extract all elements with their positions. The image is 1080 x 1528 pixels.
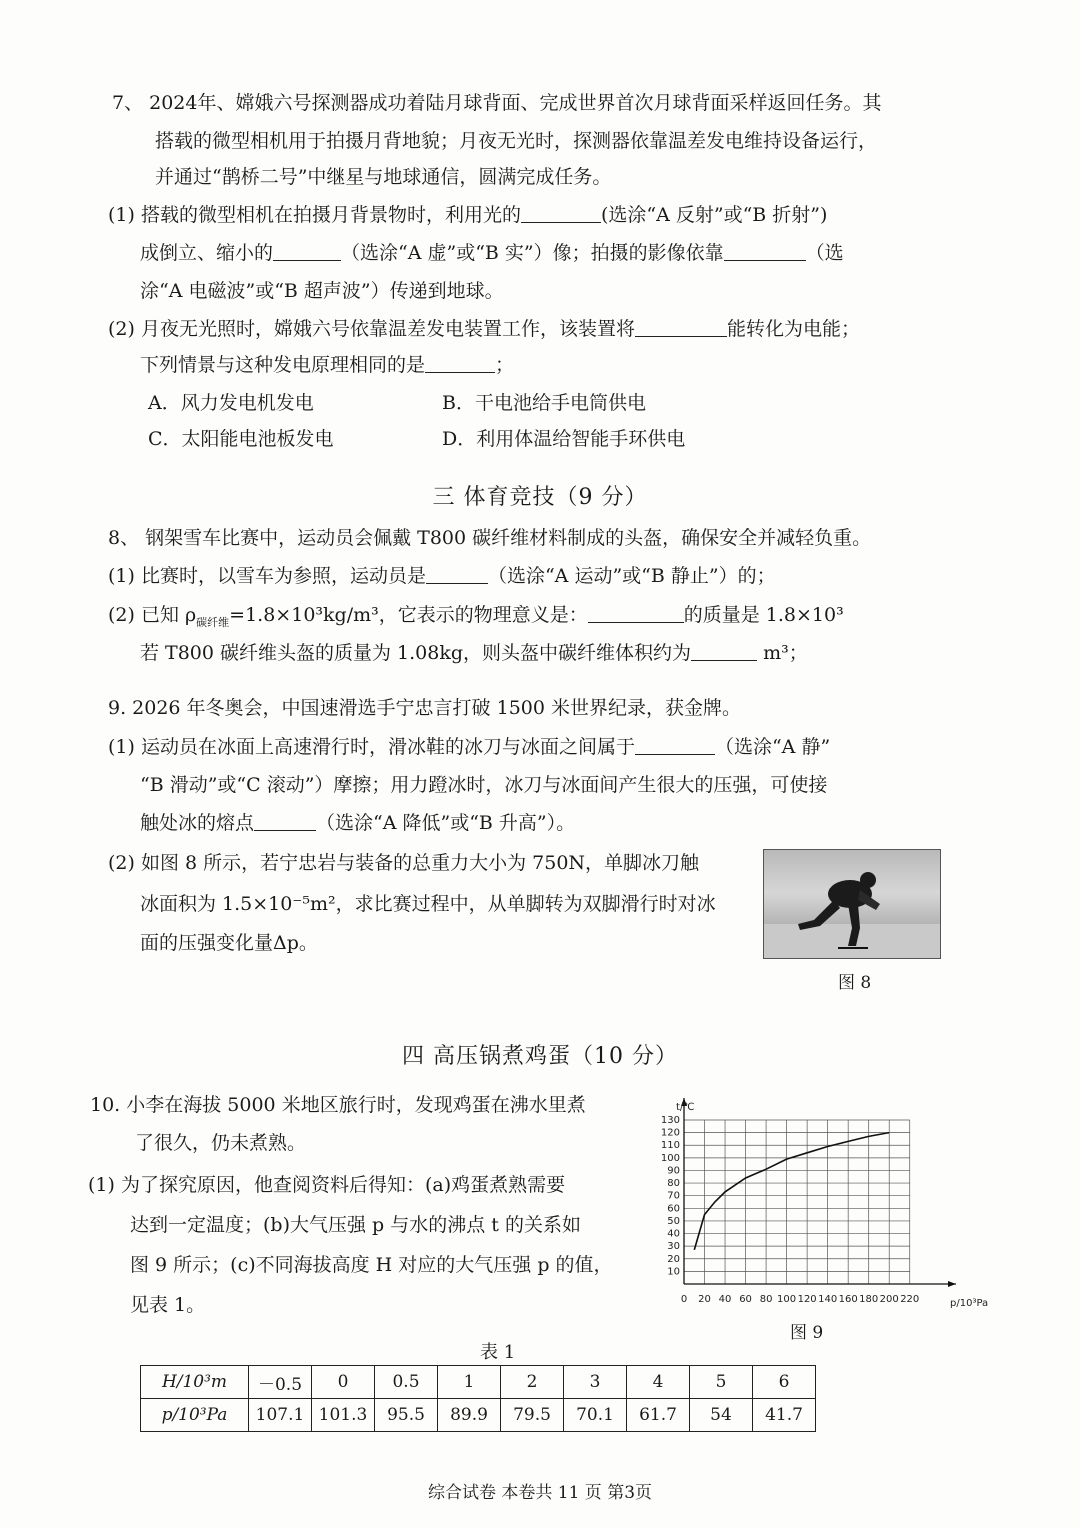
answer-blank[interactable]: [426, 565, 488, 584]
q7-part2-line-1: (2) 月夜无光照时，嫦娥六号依靠温差发电装置工作，该装置将 能转化为电能；: [108, 318, 860, 340]
table-cell: 101.3: [312, 1399, 375, 1432]
q7-option-a[interactable]: A．风力发电机发电: [148, 392, 314, 414]
table-cell: 41.7: [753, 1399, 816, 1432]
x-tick-labels: [681, 1294, 919, 1305]
table-header-cell: p/10³Pa: [141, 1399, 249, 1432]
q8-stem: 8、 钢架雪车比赛中，运动员会佩戴 T800 碳纤维材料制成的头盔，确保安全并减轻负重。: [108, 527, 872, 549]
q10-part1-line-1: (1) 为了探究原因，他查阅资料后得知：(a)鸡蛋煮熟需要: [88, 1174, 566, 1196]
table-header-cell: H/10³m: [141, 1366, 249, 1399]
table-cell: 0: [312, 1366, 375, 1399]
section-3-title: 三 体育竞技（9 分）: [432, 485, 648, 510]
q7-stem-line-3: 并通过“鹊桥二号”中继星与地球通信，圆满完成任务。: [155, 166, 612, 188]
chart-grid: [684, 1120, 910, 1284]
x-tick-label: 140: [818, 1294, 838, 1305]
table-cell: 3: [564, 1366, 627, 1399]
q10-stem-line-2: 了很久，仍未煮熟。: [135, 1132, 307, 1154]
y-tick-label: 30: [667, 1241, 680, 1253]
y-tick-labels: [661, 1115, 680, 1277]
y-axis-label: t/℃: [676, 1102, 695, 1113]
q10-part1-line-4: 见表 1。: [130, 1294, 206, 1316]
table-1-title: 表 1: [480, 1342, 516, 1363]
q8-part2-line-1: (2) 已知 $\rho_{碳纤维}=1.8\times 10^3kg/m^3$，它表示的物理意义是： 的质量是 1.8×10³: [108, 604, 844, 629]
q8-part2-line-2: 若 T800 碳纤维头盔的质量为 1.08kg，则头盔中碳纤维体积约为 m³；: [140, 642, 808, 664]
answer-blank[interactable]: [254, 812, 316, 831]
y-tick-label: 80: [667, 1178, 680, 1190]
q9-part2-line-2: 冰面积为 1.5×10⁻⁵m²，求比赛过程中，从单脚转为双脚滑行时对冰: [140, 893, 716, 915]
figure-8-caption: 图 8: [838, 973, 872, 993]
q7-part2-line-2: 下列情景与这种发电原理相同的是 ；: [140, 354, 515, 376]
q9-part2-line-3: 面的压强变化量Δp。: [140, 932, 318, 954]
y-tick-label: 40: [667, 1228, 680, 1240]
q7-option-d[interactable]: D．利用体温给智能手环供电: [442, 428, 686, 450]
q10-part1-line-2: 达到一定温度；(b)大气压强 p 与水的沸点 t 的关系如: [130, 1214, 581, 1236]
table-cell: －0.5: [249, 1366, 312, 1399]
answer-blank[interactable]: [635, 736, 715, 755]
q9-part1-line-3: 触处冰的熔点 （选涂“A 降低”或“B 升高”）。: [140, 812, 576, 834]
y-tick-label: 50: [667, 1215, 680, 1227]
q9-part1-line-2: “B 滑动”或“C 滚动”）摩擦；用力蹬冰时，冰刀与冰面间产生很大的压强，可使接: [140, 774, 828, 796]
q7-part1-line-1: (1) 搭载的微型相机在拍摄月背景物时，利用光的 (选涂“A 反射”或“B 折射”): [108, 204, 828, 226]
x-tick-label: 200: [879, 1294, 899, 1305]
q8-part1: (1) 比赛时，以雪车为参照，运动员是 （选涂“A 运动”或“B 静止”）的；: [108, 565, 776, 587]
answer-blank[interactable]: [635, 318, 727, 337]
table-cell: 5: [690, 1366, 753, 1399]
y-tick-label: 70: [667, 1190, 680, 1202]
answer-blank[interactable]: [691, 642, 757, 661]
figure-9-caption: 图 9: [790, 1323, 824, 1343]
y-tick-label: 60: [667, 1203, 680, 1215]
q7-part1-line-3: 涂“A 电磁波”或“B 超声波”）传递到地球。: [140, 280, 504, 302]
y-tick-label: 90: [667, 1165, 680, 1177]
section-4-title: 四 高压锅煮鸡蛋（10 分）: [402, 1044, 678, 1069]
table-1: [140, 1365, 816, 1432]
x-tick-label: 180: [859, 1294, 879, 1305]
answer-blank[interactable]: [273, 242, 341, 261]
x-axis-label: p/10³Pa: [950, 1298, 989, 1309]
table-cell: 61.7: [627, 1399, 690, 1432]
table-cell: 0.5: [375, 1366, 438, 1399]
q7-stem-line-1: 7、 2024年、嫦娥六号探测器成功着陆月球背面、完成世界首次月球背面采样返回任务。其: [112, 92, 882, 114]
x-tick-label: 80: [759, 1294, 773, 1305]
table-cell: 4: [627, 1366, 690, 1399]
x-tick-label: 120: [797, 1294, 817, 1305]
table-cell: 107.1: [249, 1399, 312, 1432]
x-tick-label: 160: [838, 1294, 858, 1305]
q9-part1-line-1: (1) 运动员在冰面上高速滑行时，滑冰鞋的冰刀与冰面之间属于 （选涂“A 静”: [108, 736, 831, 758]
y-tick-label: 110: [660, 1140, 680, 1152]
q7-stem-line-2: 搭载的微型相机用于拍摄月背地貌；月夜无光时，探测器依靠温差发电维持设备运行，: [155, 130, 878, 152]
answer-blank[interactable]: [425, 354, 495, 373]
figure-8-photo: [763, 849, 941, 959]
speed-skater-silhouette-icon: [764, 850, 940, 958]
answer-blank[interactable]: [588, 604, 684, 623]
table-cell: 6: [753, 1366, 816, 1399]
x-tick-label: 220: [900, 1294, 920, 1305]
x-tick-label: 40: [718, 1294, 732, 1305]
answer-blank[interactable]: [724, 242, 806, 261]
q7-option-c[interactable]: C．太阳能电池板发电: [148, 428, 334, 450]
table-cell: 79.5: [501, 1399, 564, 1432]
q7-part1-line-2: 成倒立、缩小的 （选涂“A 虚”或“B 实”）像；拍摄的影像依靠 （选: [140, 242, 844, 264]
x-tick-label: 20: [698, 1294, 711, 1305]
q7-option-b[interactable]: B．干电池给手电筒供电: [442, 392, 646, 414]
y-tick-label: 100: [660, 1152, 680, 1164]
table-cell: 95.5: [375, 1399, 438, 1432]
table-row: [141, 1366, 816, 1399]
page-footer: 综合试卷 本卷共 11 页 第3页: [427, 1483, 653, 1503]
table-cell: 70.1: [564, 1399, 627, 1432]
x-tick-label: 60: [739, 1294, 752, 1305]
q10-part1-line-3: 图 9 所示；(c)不同海拔高度 H 对应的大气压强 p 的值，: [130, 1254, 613, 1276]
q10-stem-line-1: 10. 小李在海拔 5000 米地区旅行时，发现鸡蛋在沸水里煮: [90, 1094, 586, 1116]
y-tick-label: 130: [660, 1115, 680, 1126]
table-cell: 54: [690, 1399, 753, 1432]
x-tick-label: 100: [777, 1294, 797, 1305]
table-cell: 2: [501, 1366, 564, 1399]
answer-blank[interactable]: [521, 204, 601, 223]
x-tick-label: 0: [680, 1294, 688, 1305]
x-axis-arrow-icon: [948, 1281, 956, 1287]
figure-9-chart: [640, 1088, 1000, 1316]
y-tick-label: 10: [667, 1266, 680, 1278]
y-tick-label: 120: [660, 1127, 680, 1139]
q9-stem: 9. 2026 年冬奥会，中国速滑选手宁忠言打破 1500 米世界纪录，获金牌。: [108, 697, 741, 719]
y-tick-label: 20: [667, 1253, 680, 1265]
table-cell: 89.9: [438, 1399, 501, 1432]
q9-part2-line-1: (2) 如图 8 所示，若宁忠岩与装备的总重力大小为 750N，单脚冰刀触: [108, 852, 700, 874]
table-row: [141, 1399, 816, 1432]
boiling-point-curve: [694, 1133, 889, 1250]
table-cell: 1: [438, 1366, 501, 1399]
